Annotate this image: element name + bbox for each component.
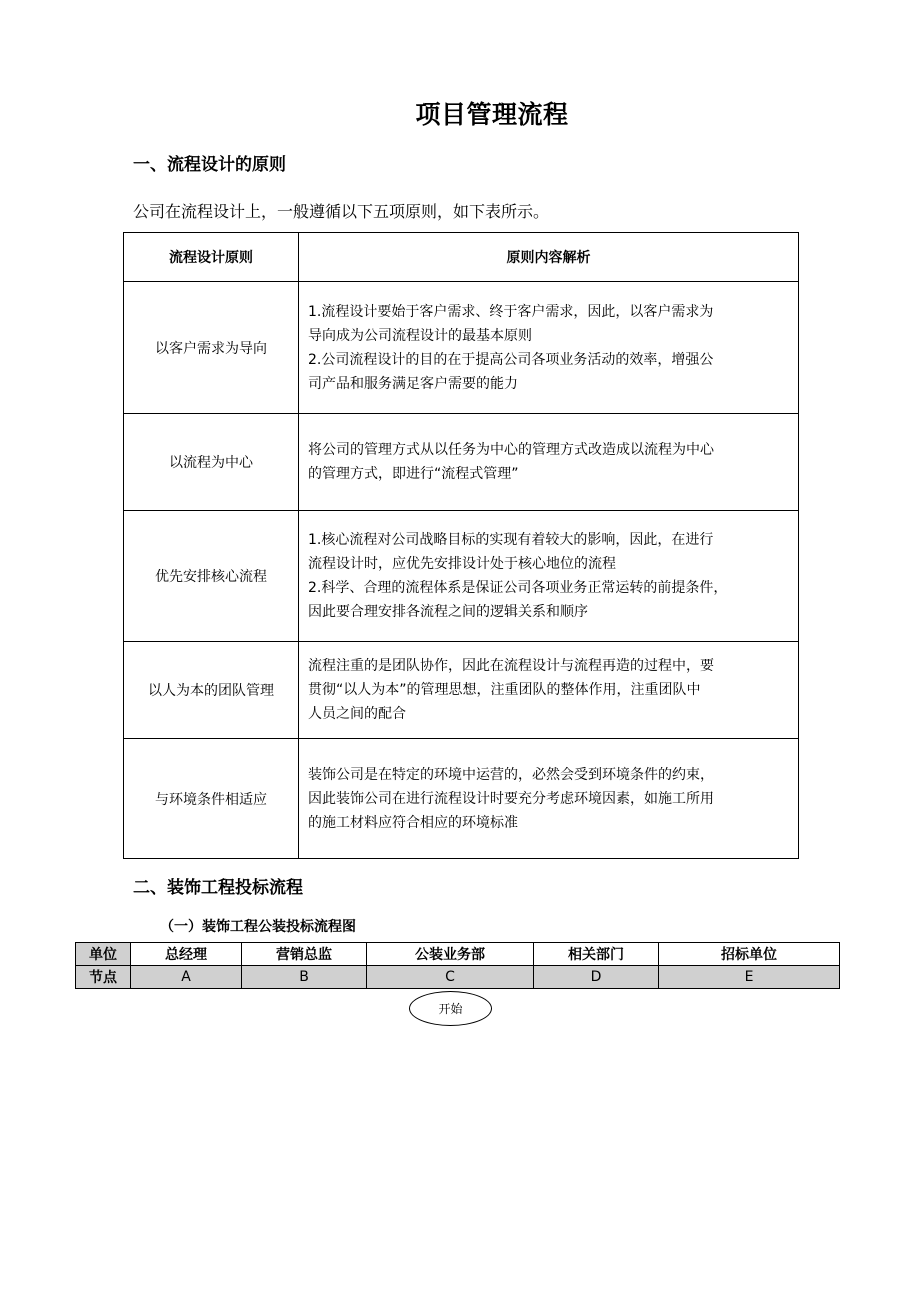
description-line: 因此装饰公司在进行流程设计时要充分考虑环境因素，如施工所用: [308, 790, 714, 807]
flowchart-start-node: [409, 991, 492, 1026]
table-header-row: [124, 233, 799, 282]
node-cell: C: [367, 966, 534, 989]
intro-paragraph: 公司在流程设计上，一般遵循以下五项原则，如下表所示。: [133, 202, 550, 221]
description-line: 人员之间的配合: [308, 706, 406, 722]
unit-cell: 营销总监: [242, 943, 367, 966]
table-row: [124, 511, 799, 642]
node-cell: B: [242, 966, 367, 989]
table-row: [124, 642, 799, 739]
node-cell: A: [131, 966, 242, 989]
principle-description: [299, 511, 799, 642]
principle-name: 以客户需求为导向: [124, 282, 299, 414]
principle-name: 优先安排核心流程: [124, 511, 299, 642]
description-line: 2.公司流程设计的目的在于提高公司各项业务活动的效率，增强公: [308, 351, 714, 368]
start-node-label: 开始: [438, 1002, 463, 1016]
unit-cell: 总经理: [131, 943, 242, 966]
page-title: 项目管理流程: [415, 100, 569, 129]
description-line: 司产品和服务满足客户需要的能力: [308, 375, 518, 392]
principle-description: [299, 414, 799, 511]
unit-cell: 招标单位: [659, 943, 840, 966]
node-cell: D: [534, 966, 659, 989]
principle-description: [299, 739, 799, 859]
description-line: 导向成为公司流程设计的最基本原则: [308, 327, 532, 344]
description-line: 的施工材料应符合相应的环境标准: [308, 814, 518, 831]
unit-cell: 相关部门: [534, 943, 659, 966]
description-line: 因此要合理安排各流程之间的逻辑关系和顺序: [308, 604, 588, 620]
principles-table: [123, 232, 799, 859]
description-line: 将公司的管理方式从以任务为中心的管理方式改造成以流程为中心: [308, 442, 714, 458]
description-line: 的管理方式，即进行“流程式管理”: [308, 466, 519, 482]
unit-cell: 公装业务部: [367, 943, 534, 966]
description-line: 装饰公司是在特定的环境中运营的，必然会受到环境条件的约束，: [308, 766, 714, 783]
principle-name: 以人为本的团队管理: [124, 642, 299, 739]
node-row-label: 节点: [76, 966, 131, 989]
table-header-analysis: 原则内容解析: [299, 233, 799, 282]
description-line: 2.科学、合理的流程体系是保证公司各项业务正常运转的前提条件，: [308, 580, 728, 596]
description-line: 1.核心流程对公司战略目标的实现有着较大的影响，因此，在进行: [308, 532, 714, 548]
table-row: [124, 739, 799, 859]
principle-description: [299, 642, 799, 739]
description-line: 流程设计时，应优先安排设计处于核心地位的流程: [308, 556, 616, 572]
table-header-principle: 流程设计原则: [124, 233, 299, 282]
principle-description: [299, 282, 799, 414]
unit-row-label: 单位: [76, 943, 131, 966]
description-line: 流程注重的是团队协作，因此在流程设计与流程再造的过程中，要: [308, 658, 714, 674]
principle-name: 与环境条件相适应: [124, 739, 299, 859]
node-row: [76, 966, 840, 989]
description-line: 贯彻“以人为本”的管理思想，注重团队的整体作用，注重团队中: [308, 682, 701, 698]
section-heading-bidding: 二、装饰工程投标流程: [133, 878, 303, 898]
description-line: 1.流程设计要始于客户需求、终于客户需求，因此，以客户需求为: [308, 303, 714, 320]
unit-row: [76, 943, 840, 966]
flowchart-header: [75, 942, 840, 989]
table-row: [124, 282, 799, 414]
section-heading-principles: 一、流程设计的原则: [133, 155, 286, 175]
subsection-heading-flowchart: （一）装饰工程公装投标流程图: [160, 919, 356, 935]
node-cell: E: [659, 966, 840, 989]
table-row: [124, 414, 799, 511]
principle-name: 以流程为中心: [124, 414, 299, 511]
